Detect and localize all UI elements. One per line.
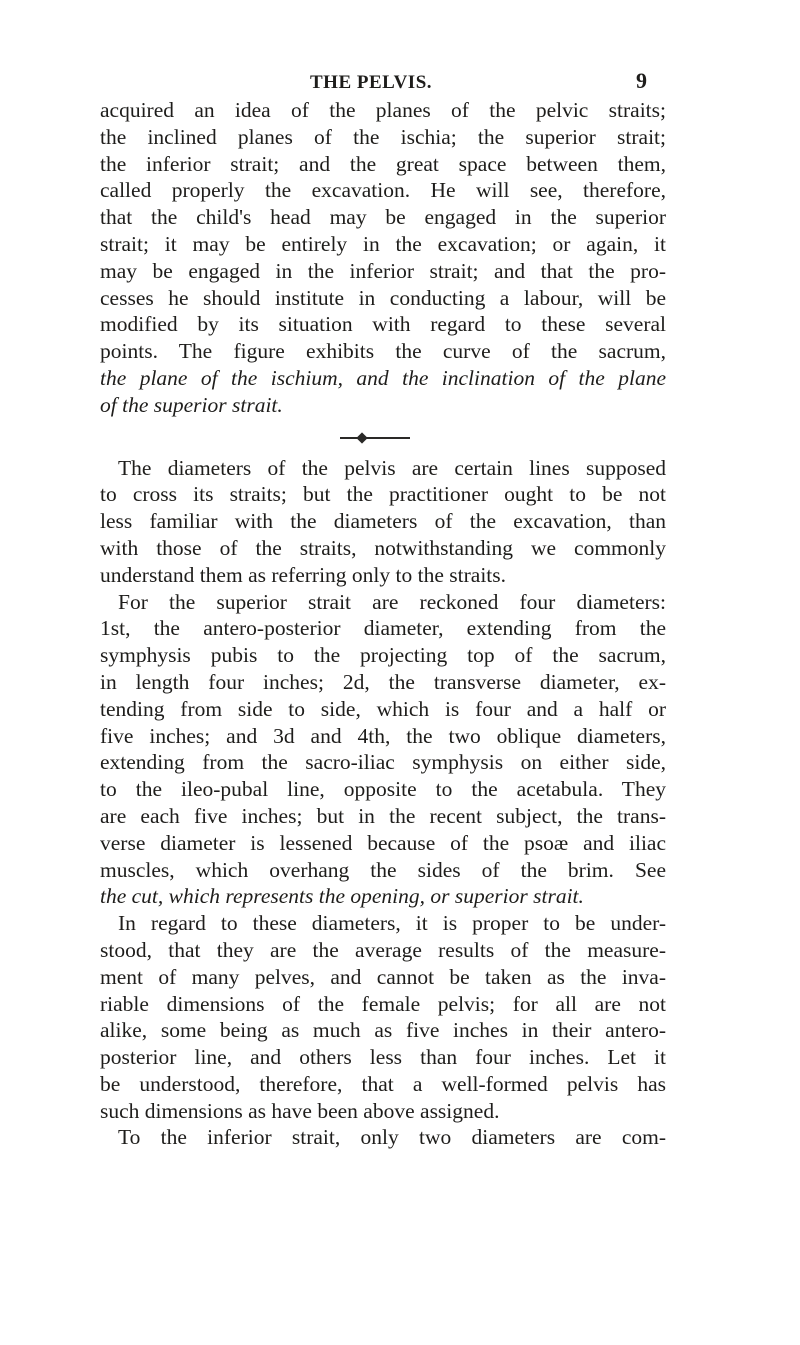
text-line: To the inferior strait, only two diameters are com-: [118, 1125, 666, 1150]
text-line: in length four inches; 2d, the transverse diameter, ex-: [100, 669, 666, 694]
text-line: ment of many pelves, and cannot be taken as the inva-: [100, 964, 666, 989]
text-line: the inclined planes of the ischia; the superior strait;: [100, 124, 666, 149]
divider-rule: [340, 437, 410, 439]
text-line: alike, some being as much as five inches in their antero-: [100, 1018, 666, 1043]
text-line: For the superior strait are reckoned four diameters:: [118, 589, 666, 614]
text-line: points. The figure exhibits the curve of the sacrum,: [100, 339, 666, 364]
text-line: symphysis pubis to the projecting top of the sacrum,: [100, 643, 666, 668]
text-line: strait; it may be entirely in the excavation; or again, it: [100, 231, 666, 256]
page-header: [0, 68, 800, 96]
page-number: 9: [636, 68, 647, 93]
text-line: the cut, which represents the opening, or superior strait.: [100, 884, 584, 909]
text-line: The diameters of the pelvis are certain lines supposed: [118, 455, 666, 480]
text-line: the inferior strait; and the great space between them,: [100, 151, 666, 176]
body-text: [100, 97, 666, 1151]
section-divider-ornament: [100, 419, 666, 455]
text-line: In regard to these diameters, it is proper to be under-: [118, 911, 666, 936]
text-line: 1st, the antero-posterior diameter, extending from the: [100, 616, 666, 641]
text-line: stood, that they are the average results of the measure-: [100, 937, 666, 962]
text-line: are each five inches; but in the recent subject, the trans-: [100, 803, 666, 828]
text-line: verse diameter is lessened because of the psoæ and iliac: [100, 830, 666, 855]
text-line: may be engaged in the inferior strait; and that the pro-: [100, 258, 666, 283]
text-line: riable dimensions of the female pelvis; for all are not: [100, 991, 666, 1016]
divider-diamond-icon: [356, 432, 367, 443]
text-line: posterior line, and others less than four inches. Let it: [100, 1045, 666, 1070]
text-line: less familiar with the diameters of the excavation, than: [100, 509, 666, 534]
text-line: of the superior strait.: [100, 392, 283, 417]
text-line: called properly the excavation. He will see, therefore,: [100, 178, 666, 203]
text-line: be understood, therefore, that a well-formed pelvis has: [100, 1071, 666, 1096]
text-line: understand them as referring only to the straits.: [100, 562, 507, 587]
text-line: five inches; and 3d and 4th, the two oblique diameters,: [100, 723, 666, 748]
text-line: cesses he should institute in conducting a labour, will be: [100, 285, 666, 310]
text-line: with those of the straits, notwithstanding we commonly: [100, 535, 666, 560]
text-line: that the child's head may be engaged in the superior: [100, 205, 666, 230]
text-line: to cross its straits; but the practitioner ought to be not: [100, 482, 666, 507]
text-line: to the ileo-pubal line, opposite to the acetabula. They: [100, 777, 666, 802]
text-line: the plane of the ischium, and the inclination of the plane: [100, 365, 666, 390]
text-line: modified by its situation with regard to these several: [100, 312, 666, 337]
running-head: THE PELVIS.: [310, 72, 433, 93]
text-line: such dimensions as have been above assigned.: [100, 1098, 500, 1123]
text-line: extending from the sacro-iliac symphysis on either side,: [100, 750, 666, 775]
text-line: muscles, which overhang the sides of the brim. See: [100, 857, 666, 882]
text-line: tending from side to side, which is four and a half or: [100, 696, 666, 721]
text-line: acquired an idea of the planes of the pelvic straits;: [100, 98, 666, 122]
